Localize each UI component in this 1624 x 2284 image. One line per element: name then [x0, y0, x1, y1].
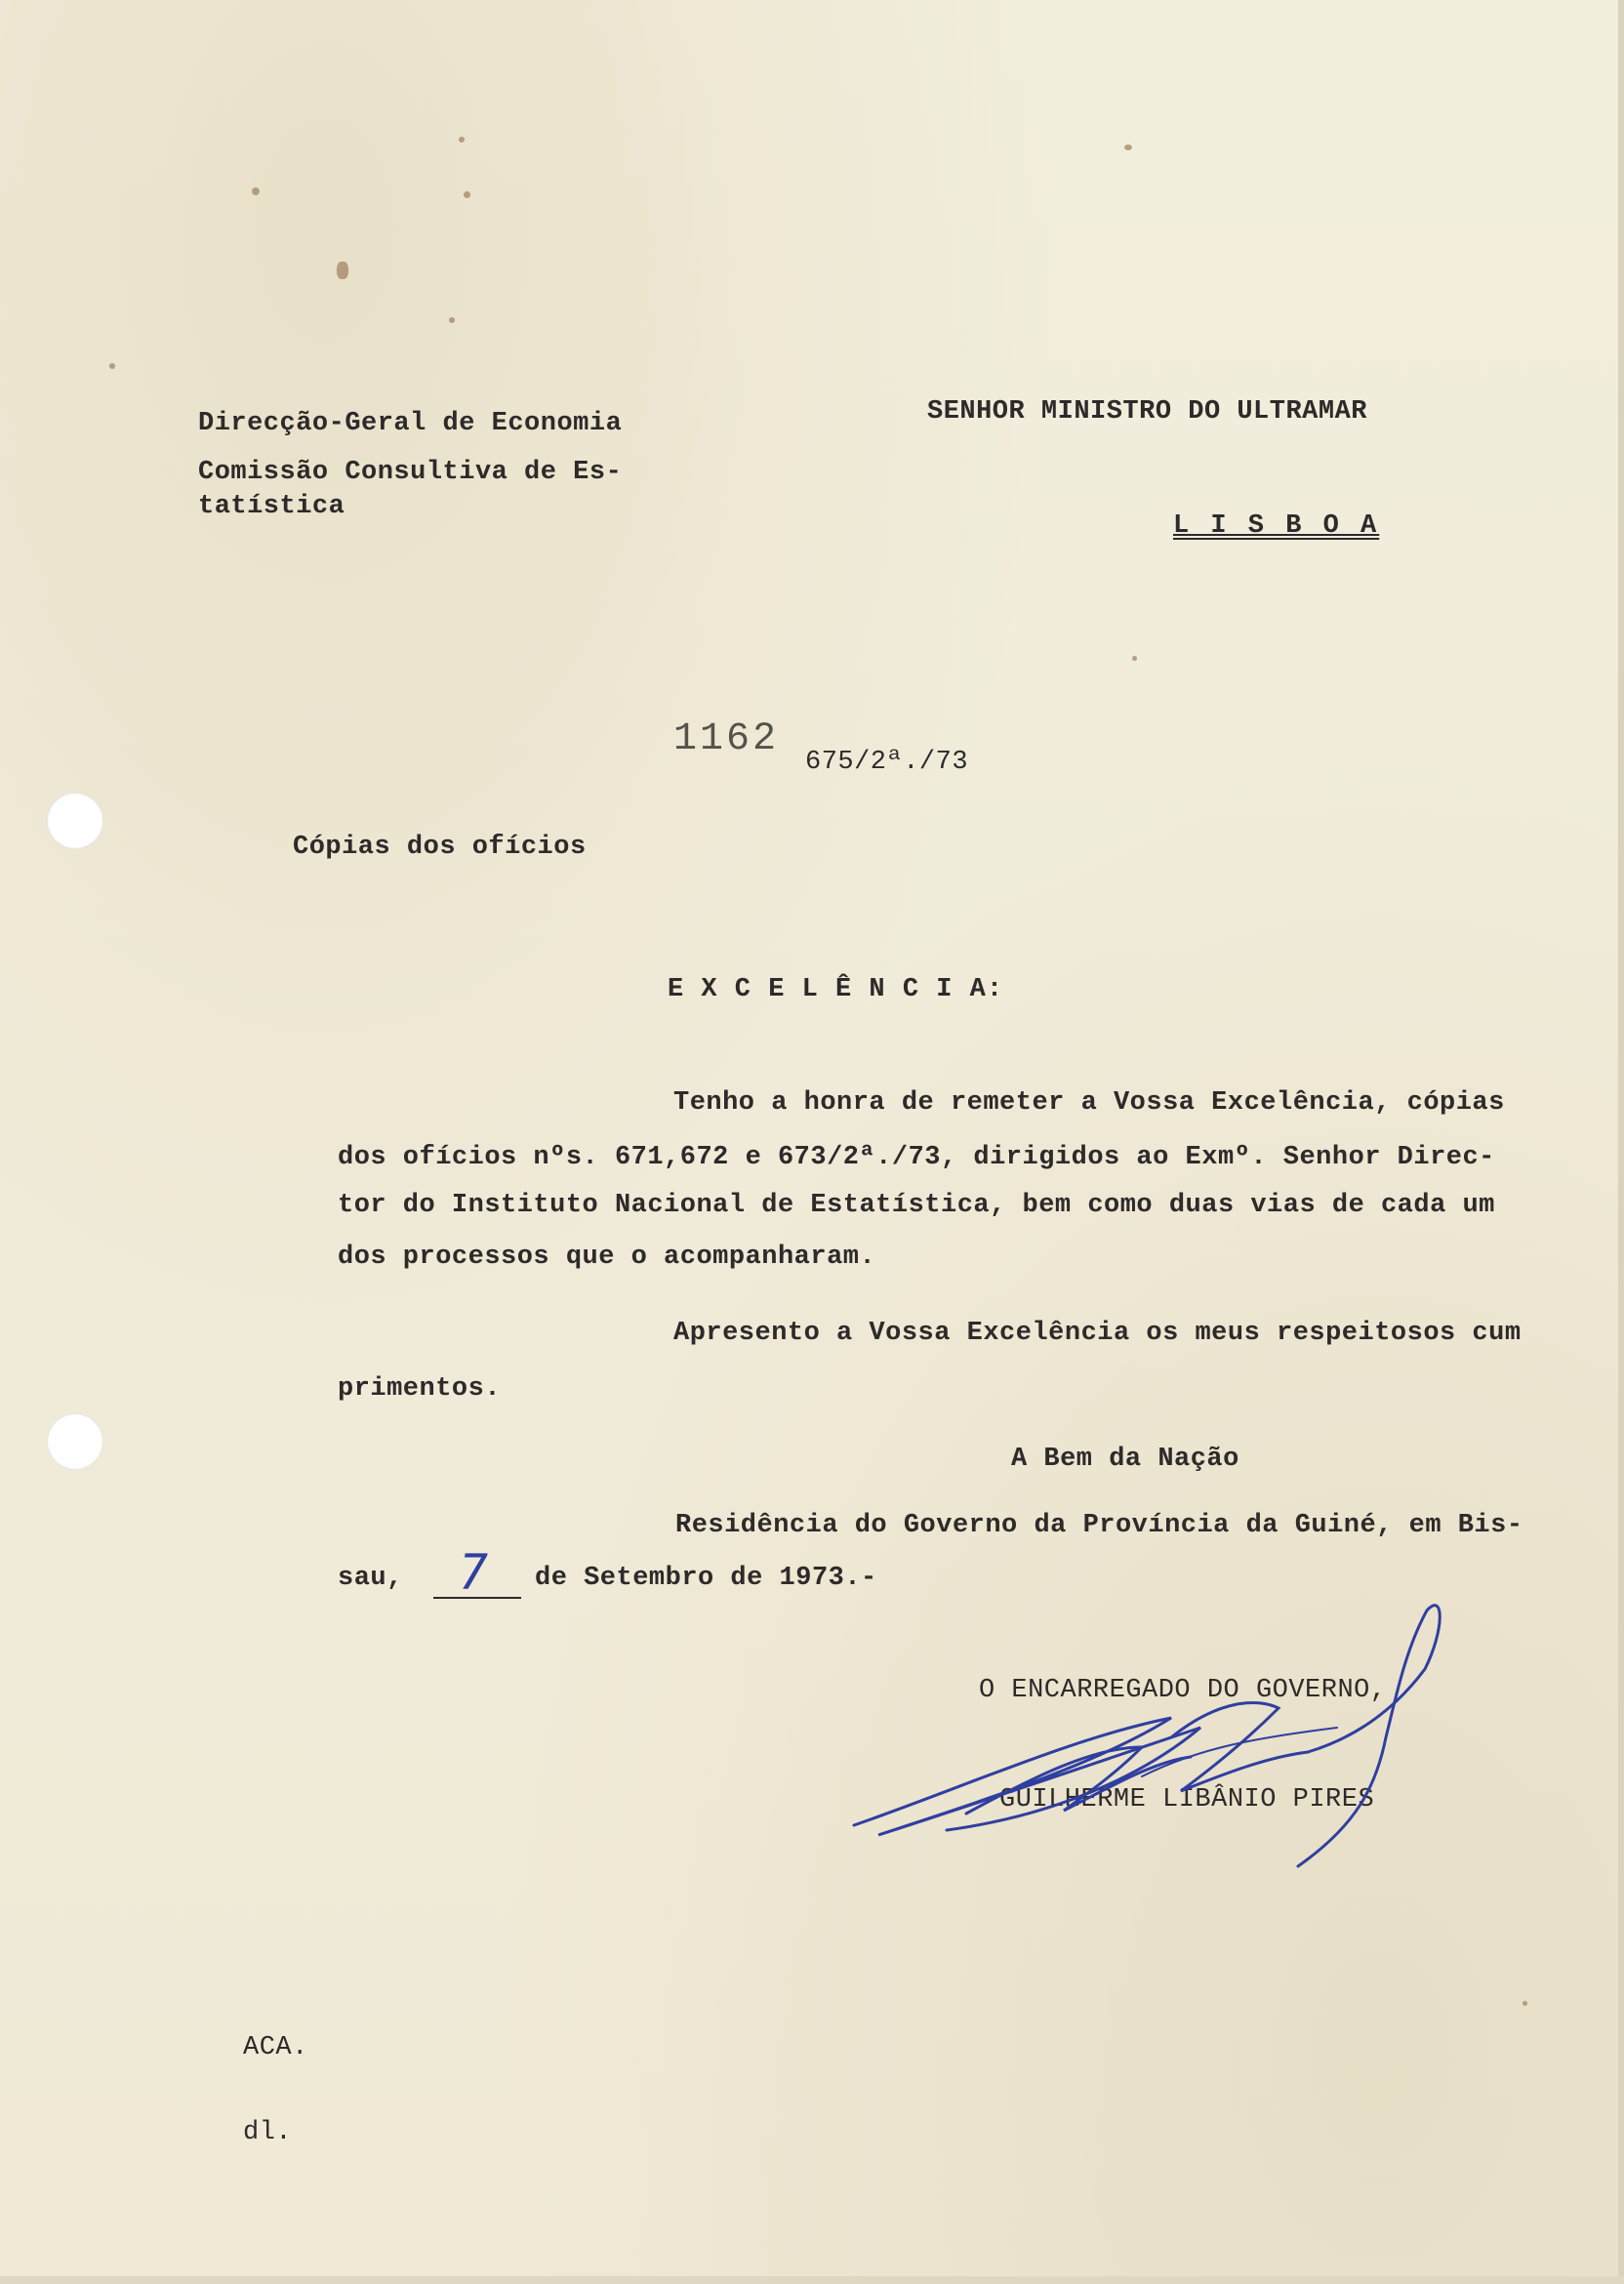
reference-stamp-number: 1162 [673, 717, 780, 761]
salutation: E X C E L Ê N C I A: [668, 975, 1004, 1004]
paper-speck [1132, 656, 1137, 661]
paper-speck [1124, 144, 1132, 150]
date-prefix: sau, [338, 1564, 403, 1593]
paper-speck [337, 262, 348, 279]
punch-hole-top [47, 793, 103, 849]
paper-edge-right [1618, 0, 1624, 2284]
paper-speck [109, 363, 115, 369]
sender-line-1: Direcção-Geral de Economia [198, 409, 623, 438]
paper-speck [252, 187, 260, 195]
subject-line: Cópias dos ofícios [293, 833, 587, 862]
body-p2-line-2: primentos. [338, 1374, 502, 1404]
signatory-name: GUILHERME LIBÂNIO PIRES [999, 1785, 1375, 1815]
sender-line-3: tatística [198, 492, 345, 521]
recipient-title: SENHOR MINISTRO DO ULTRAMAR [927, 397, 1367, 427]
paper-speck [459, 137, 465, 143]
paper-speck [1522, 2001, 1527, 2006]
recipient-city: L I S B O A [1173, 511, 1380, 541]
sender-line-2: Comissão Consultiva de Es- [198, 458, 623, 487]
footer-initials-2: dl. [243, 2118, 293, 2147]
body-p1-line-1: Tenho a honra de remeter a Vossa Excelência, cópias [673, 1088, 1505, 1118]
date-day-handwritten: 7 [459, 1544, 489, 1601]
date-suffix: de Setembro de 1973.- [535, 1564, 877, 1593]
handwritten-signature [849, 1591, 1474, 1874]
punch-hole-bottom [47, 1413, 103, 1470]
body-p2-line-1: Apresento a Vossa Excelência os meus respeitosos cum [673, 1319, 1522, 1348]
place-line: Residência do Governo da Província da Guiné, em Bis- [675, 1511, 1523, 1540]
reference-code: 675/2ª./73 [805, 748, 969, 777]
closing-formula: A Bem da Nação [1011, 1445, 1239, 1474]
paper-speck [464, 191, 470, 198]
footer-initials-1: ACA. [243, 2033, 308, 2062]
signatory-title: O ENCARREGADO DO GOVERNO, [979, 1676, 1387, 1705]
body-p1-line-4: dos processos que o acompanharam. [338, 1243, 876, 1272]
body-p1-line-3: tor do Instituto Nacional de Estatística, bem como duas vias de cada um [338, 1191, 1495, 1220]
paper-speck [449, 317, 455, 323]
body-p1-line-2: dos ofícios nºs. 671,672 e 673/2ª./73, dirigidos ao Exmº. Senhor Direc- [338, 1143, 1495, 1172]
paper-edge-bottom [0, 2276, 1624, 2284]
